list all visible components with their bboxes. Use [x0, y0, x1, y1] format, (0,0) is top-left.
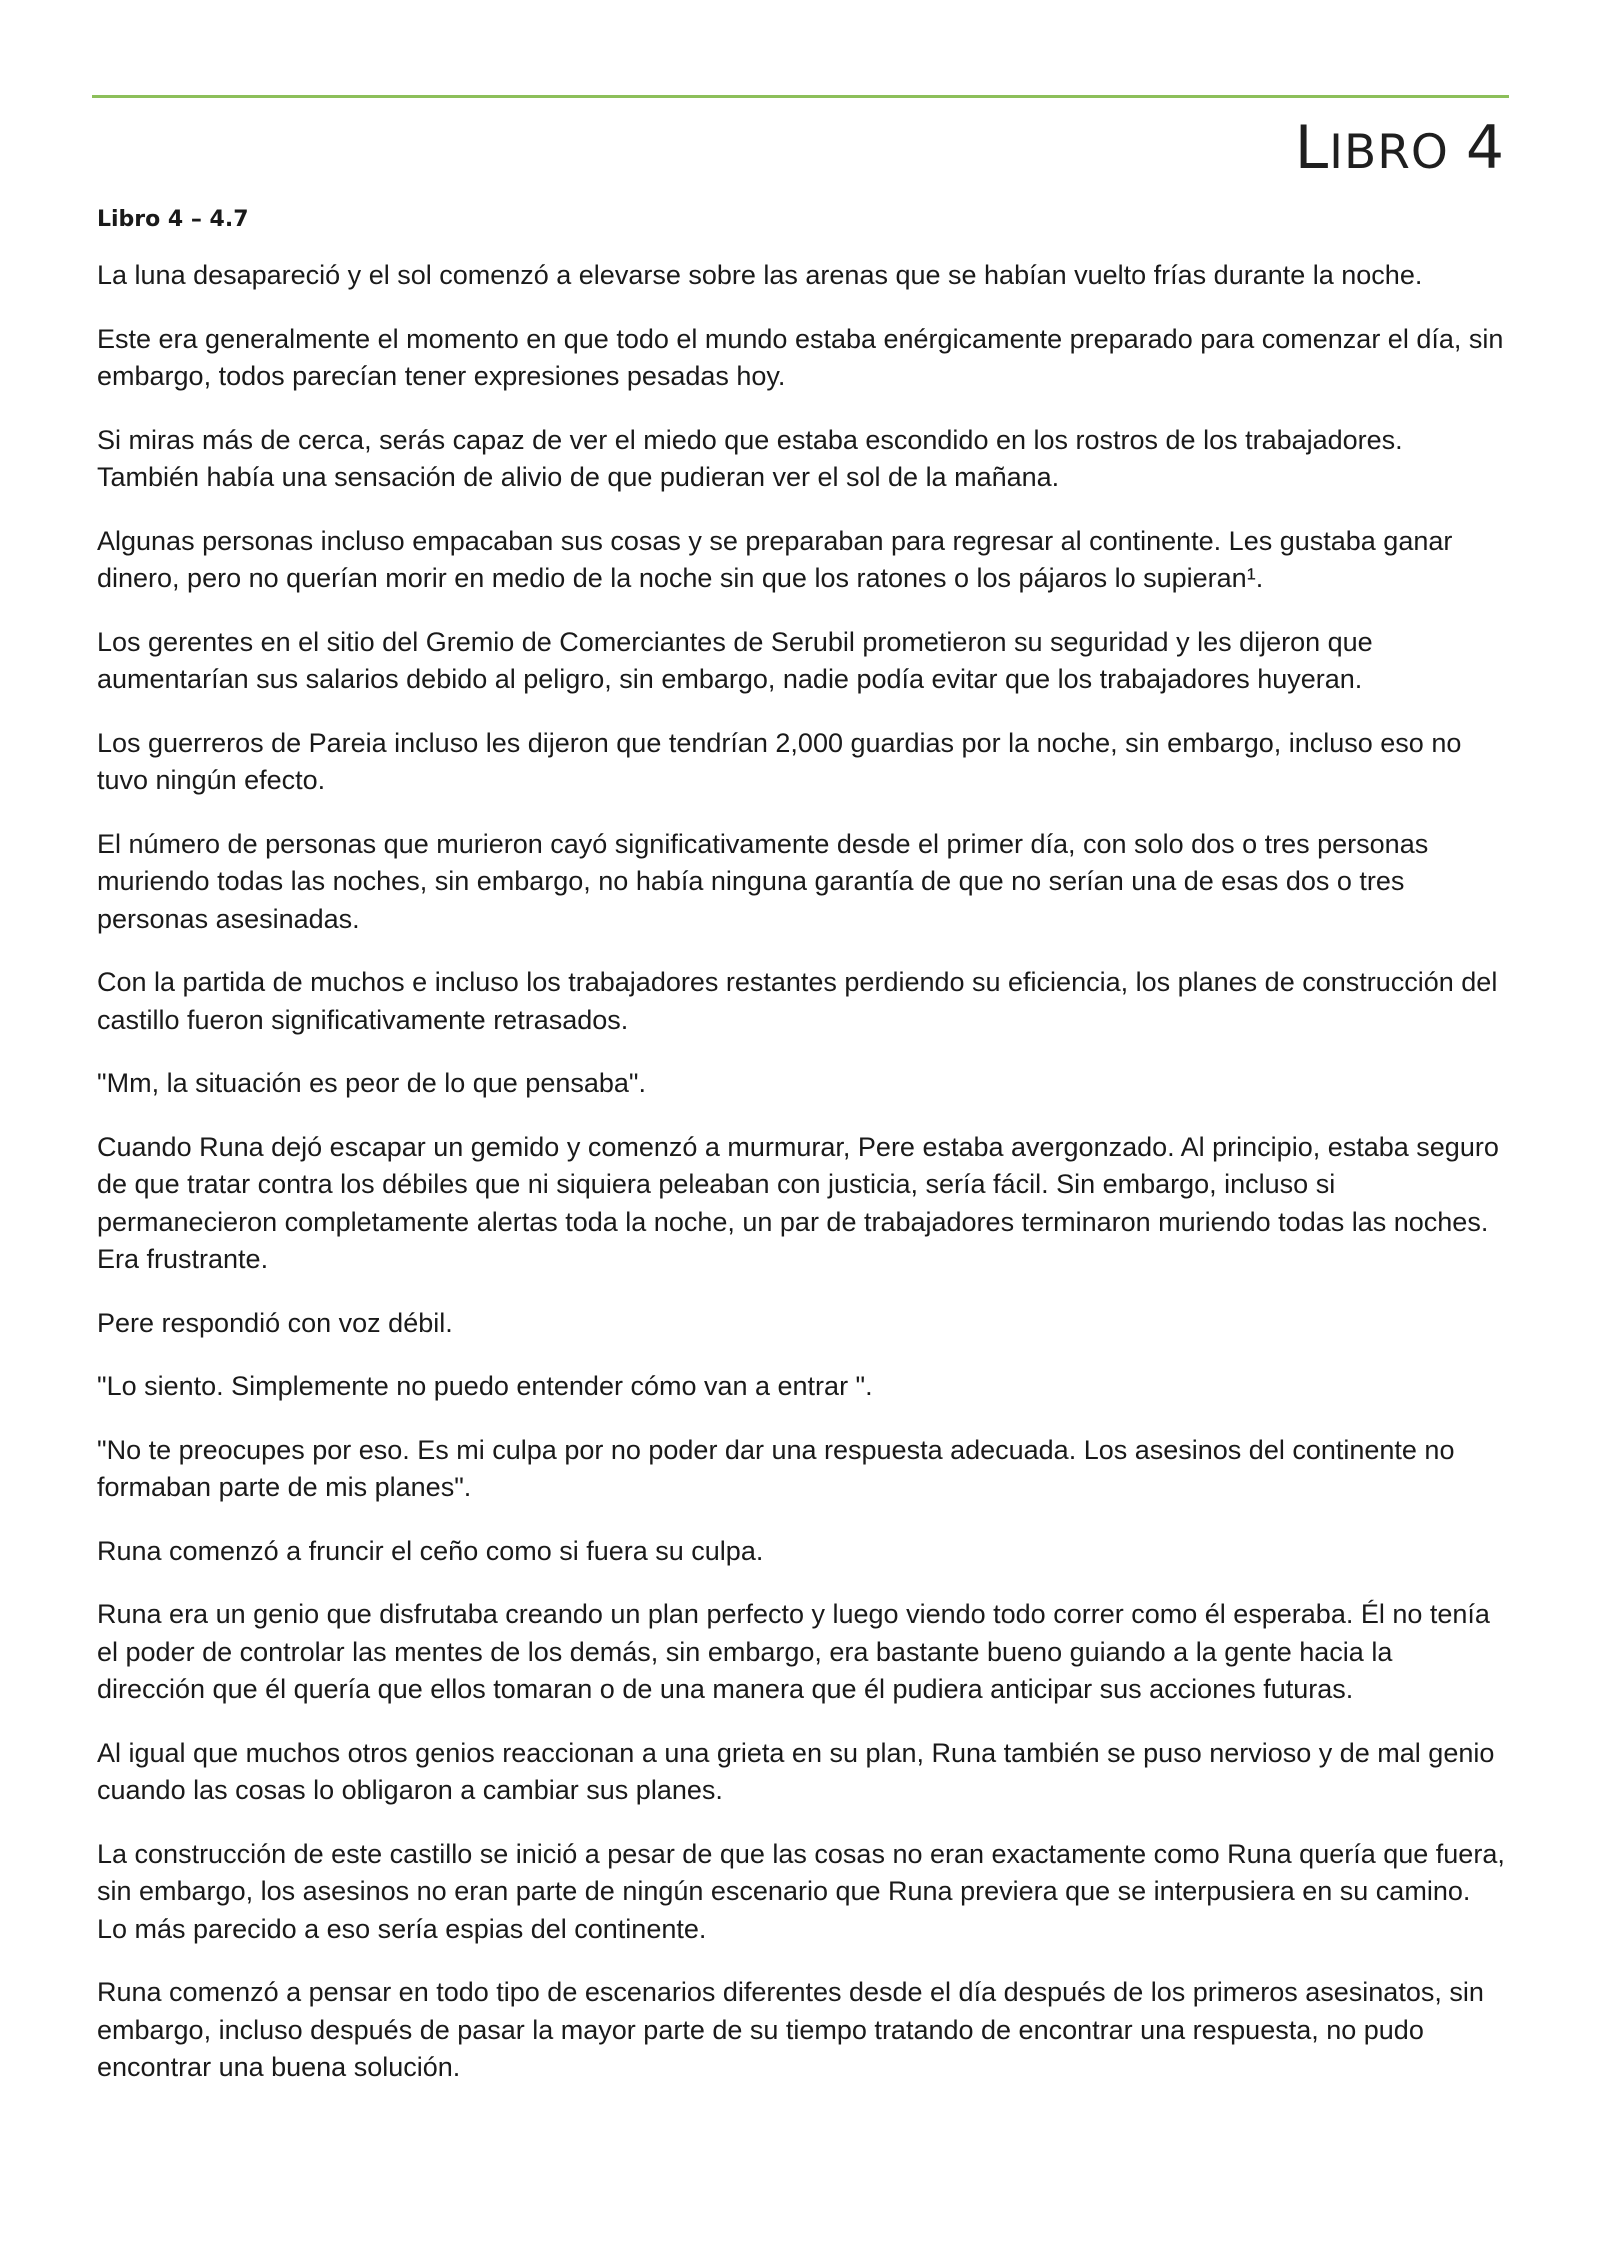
paragraph: "No te preocupes por eso. Es mi culpa por no poder dar una respuesta adecuada. Los asesinos del continente no formaban parte de mis planes". — [97, 1434, 1455, 1502]
paragraph: Al igual que muchos otros genios reaccionan a una grieta en su plan, Runa también se puso nervioso y de mal genio cuando las cosas lo obligaron a cambiar sus planes. — [97, 1737, 1495, 1805]
paragraph: Este era generalmente el momento en que todo el mundo estaba enérgicamente preparado para comenzar el día, sin embargo, todos parecían tener expresiones pesadas hoy. — [97, 323, 1504, 391]
paragraph: "Mm, la situación es peor de lo que pensaba". — [97, 1068, 646, 1098]
paragraph: Runa comenzó a pensar en todo tipo de escenarios diferentes desde el día después de los primeros asesinatos, sin embargo, incluso después de pasar la mayor parte de su tiempo tratando de encontrar una respuesta, no pudo encontrar una buena solución. — [97, 1977, 1484, 2082]
paragraph: Los gerentes en el sitio del Gremio de Comerciantes de Serubil prometieron su seguridad y les dijeron que aumentarían sus salarios debido al peligro, sin embargo, nadie podía evitar que los trabajadores huyeran. — [97, 626, 1373, 694]
paragraph: La construcción de este castillo se inició a pesar de que las cosas no eran exactamente como Runa quería que fuera, sin embargo, los asesinos no eran parte de ningún escenario que Runa previera que se interpusiera en su camino. Lo más parecido a eso sería espias del continente. — [97, 1838, 1505, 1944]
document-body — [97, 205, 1507, 2113]
paragraph: Runa comenzó a fruncir el ceño como si fuera su culpa. — [97, 1535, 764, 1566]
paragraph: La luna desapareció y el sol comenzó a elevarse sobre las arenas que se habían vuelto frías durante la noche. — [97, 260, 1423, 290]
paragraph: Cuando Runa dejó escapar un gemido y comenzó a murmurar, Pere estaba avergonzado. Al principio, estaba seguro de que tratar contra los débiles que ni siquiera peleaban con justicia, sería fácil. Sin embargo, incluso si permanecieron completamente alertas toda la noche, un par de trabajadores terminaron muriendo todas las noches. Era frustrante. — [97, 1131, 1499, 1274]
book-title — [1295, 112, 1505, 189]
paragraph: Los guerreros de Pareia incluso les dijeron que tendrían 2,000 guardias por la noche, sin embargo, incluso eso no tuvo ningún efecto. — [97, 727, 1462, 795]
book-title-number: 4 — [1465, 113, 1505, 183]
header-rule — [92, 95, 1509, 98]
book-title-initial: L — [1294, 113, 1330, 183]
paragraph: Runa era un genio que disfrutaba creando un plan perfecto y luego viendo todo correr como él esperaba. Él no tenía el poder de controlar las mentes de los demás, sin embargo, era bastante bueno guiando a la gente hacia la dirección que él quería que ellos tomaran o de una manera que él pudiera anticipar sus acciones futuras. — [97, 1599, 1490, 1704]
paragraph: "Lo siento. Simplemente no puedo entender cómo van a entrar ". — [97, 1371, 873, 1401]
paragraph: El número de personas que murieron cayó significativamente desde el primer día, con solo dos o tres personas muriendo todas las noches, sin embargo, no había ninguna garantía de que no serían una de esas dos o tres personas asesinadas. — [97, 828, 1429, 934]
paragraph: Si miras más de cerca, serás capaz de ver el miedo que estaba escondido en los rostros de los trabajadores. También había una sensación de alivio de que pudieran ver el sol de la mañana. — [97, 424, 1403, 492]
book-title-rest: IBRO — [1329, 125, 1449, 180]
paragraph: Con la partida de muchos e incluso los trabajadores restantes perdiendo su eficiencia, los planes de construcción del castillo fueron significativamente retrasados. — [97, 967, 1498, 1035]
paragraph: Algunas personas incluso empacaban sus cosas y se preparaban para regresar al continente. Les gustaba ganar dinero, pero no querían morir en medio de la noche sin que los ratones o los pájaros lo supieran¹. — [97, 525, 1453, 593]
paragraph: Pere respondió con voz débil. — [97, 1307, 453, 1338]
chapter-label: Libro 4 – 4.7 — [97, 207, 249, 232]
